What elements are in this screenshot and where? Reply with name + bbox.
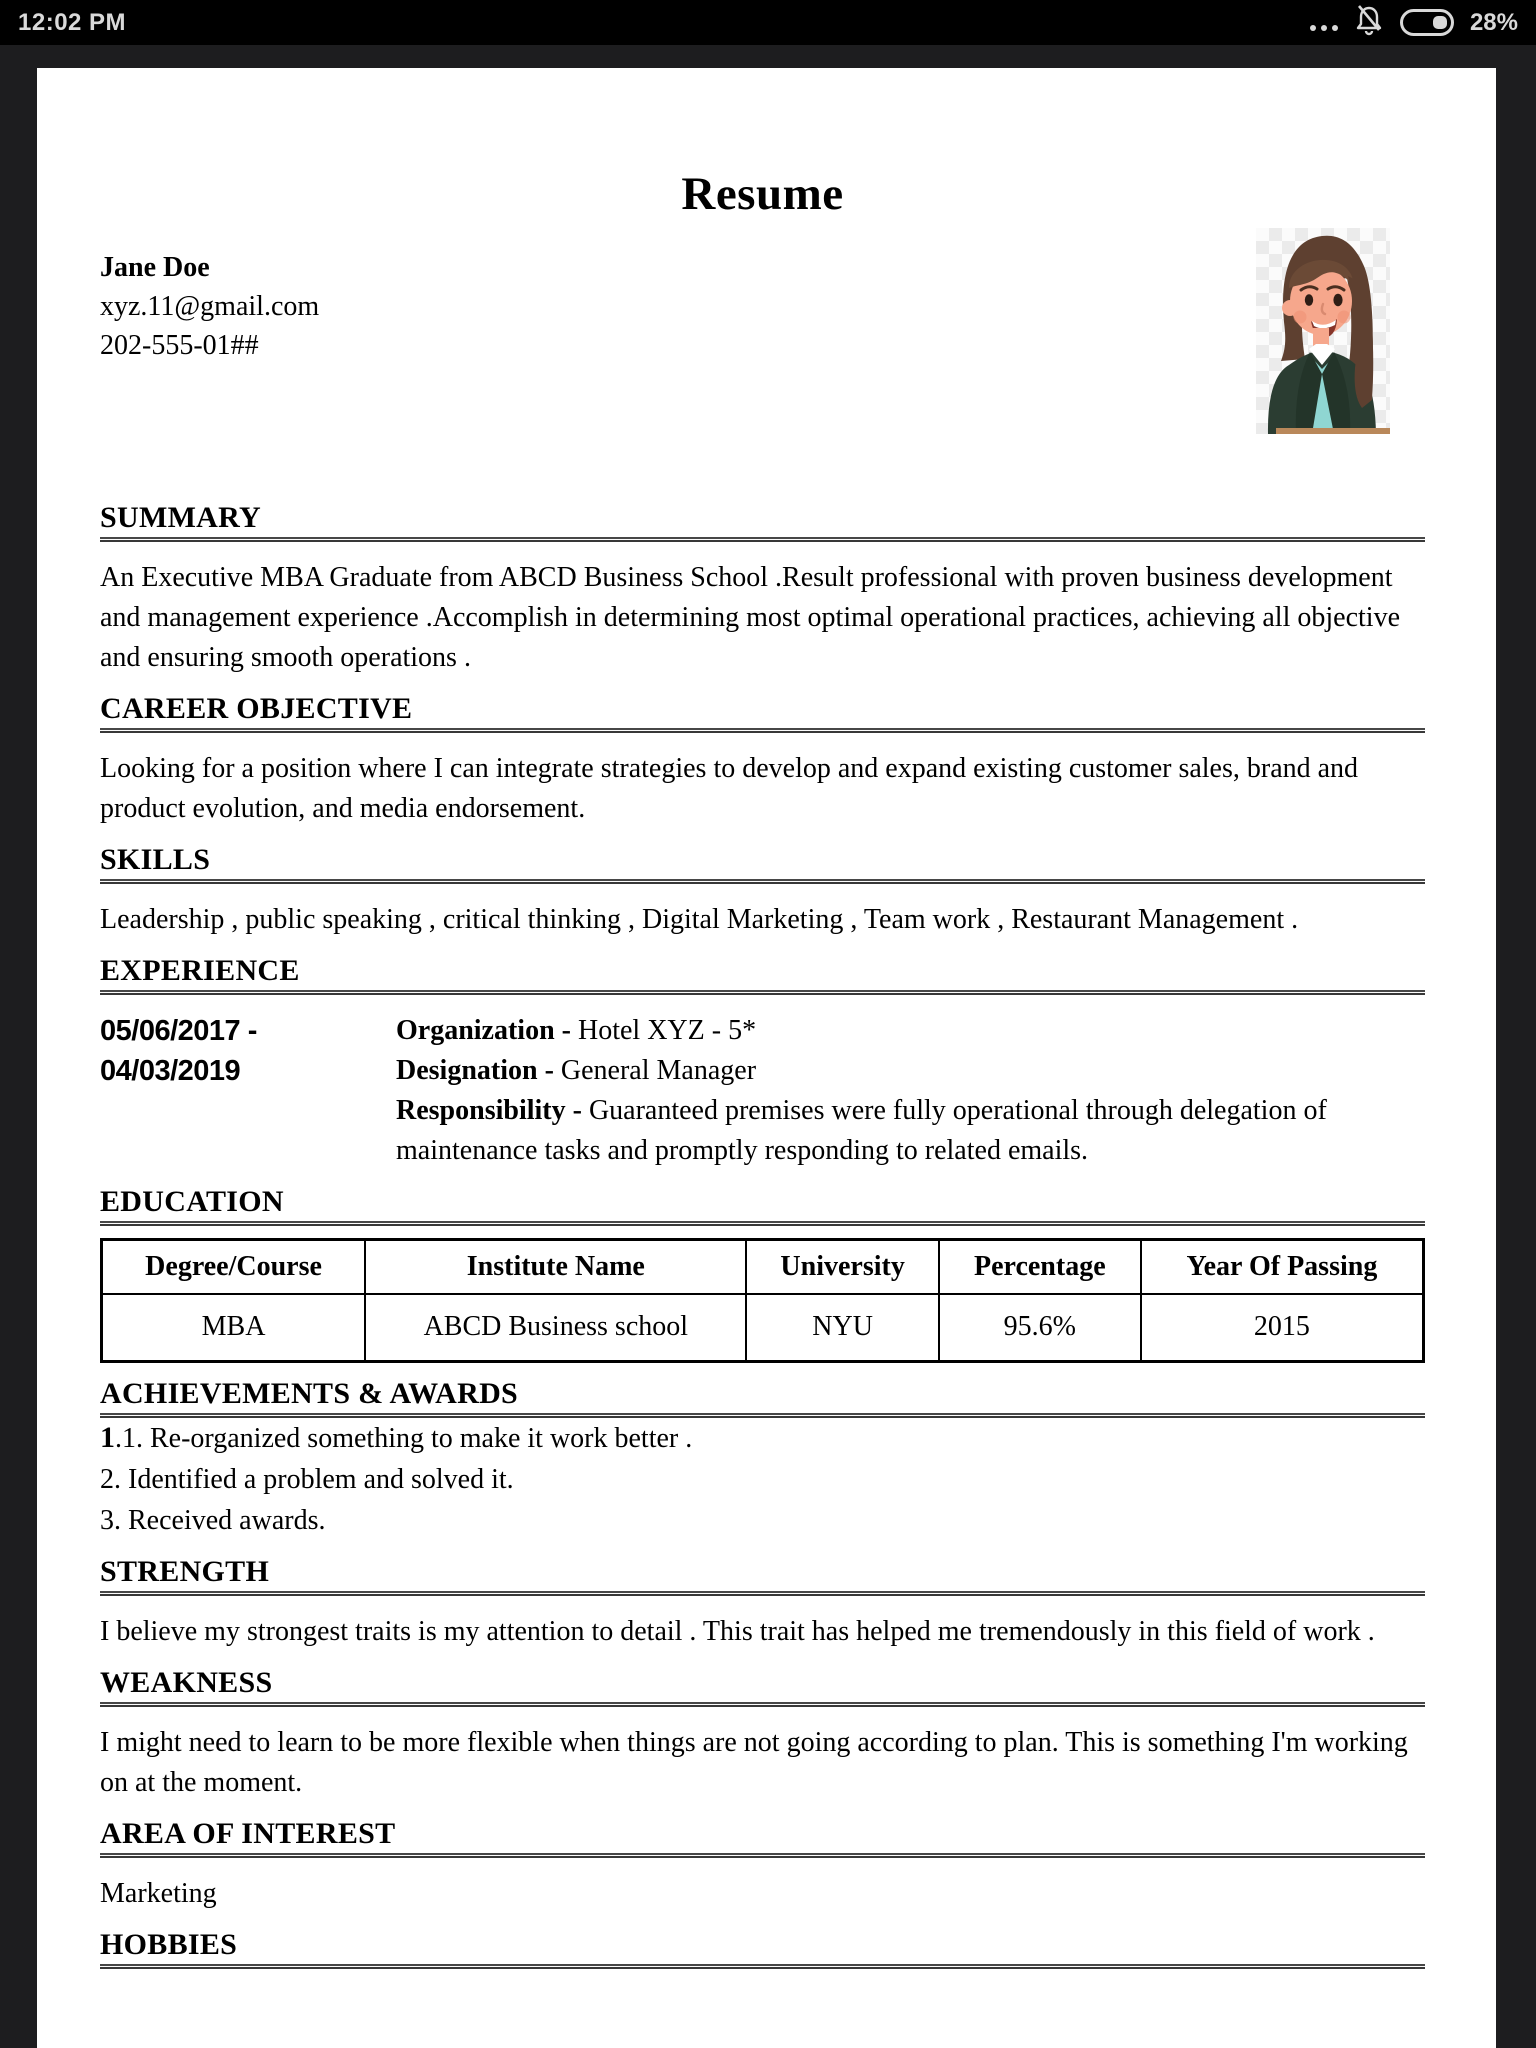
heading-rule [100, 1702, 1425, 1707]
achievement-item: 1.1. Re-organized something to make it work better . [100, 1421, 693, 1454]
section-heading: ACHIEVEMENTS & AWARDS [100, 1377, 519, 1410]
col-year: Year Of Passing [1141, 1240, 1424, 1294]
cell-university: NYU [746, 1294, 938, 1362]
table-row [102, 1294, 1424, 1362]
cell-degree: MBA [102, 1294, 366, 1362]
section-skills [100, 841, 1425, 940]
more-dots-icon [1310, 15, 1338, 31]
experience-dates: 05/06/2017 - 04/03/2019 [100, 1015, 257, 1087]
section-achievements [100, 1375, 1425, 1541]
page-title: Resume [681, 168, 844, 220]
heading-rule [100, 1591, 1425, 1596]
section-heading: HOBBIES [100, 1928, 238, 1961]
section-hobbies [100, 1926, 1425, 1969]
strength-text: I believe my strongest traits is my attention to detail . This trait has helped me tremendously in this field of work . [100, 1616, 1375, 1647]
weakness-text: I might need to learn to be more flexible when things are not going according to plan. This is something I'm working on at the moment. [100, 1727, 1408, 1798]
section-career-objective [100, 690, 1425, 829]
col-university: University [746, 1240, 938, 1294]
section-summary [100, 499, 1425, 678]
experience-designation: Designation - General Manager [396, 1055, 757, 1086]
skills-text: Leadership , public speaking , critical thinking , Digital Marketing , Team work , Restaurant Management . [100, 904, 1299, 935]
section-heading: EDUCATION [100, 1185, 284, 1218]
notifications-muted-icon [1354, 4, 1384, 41]
battery-icon [1400, 9, 1454, 36]
heading-rule [100, 728, 1425, 733]
section-heading: WEAKNESS [100, 1666, 273, 1699]
heading-rule [100, 1853, 1425, 1858]
experience-entry [100, 1011, 1425, 1171]
status-icons [1310, 4, 1518, 41]
achievement-item: 2. Identified a problem and solved it. [100, 1464, 514, 1495]
cell-year: 2015 [1141, 1294, 1424, 1362]
section-heading: EXPERIENCE [100, 954, 300, 987]
section-weakness [100, 1664, 1425, 1803]
section-strength [100, 1553, 1425, 1652]
heading-rule [100, 537, 1425, 542]
education-header-row [102, 1240, 1424, 1294]
contact-name: Jane Doe [100, 252, 210, 283]
heading-rule [100, 1964, 1425, 1969]
section-heading: SUMMARY [100, 501, 262, 534]
contact-email: xyz.11@gmail.com [100, 291, 320, 322]
battery-percent: 28% [1469, 8, 1518, 36]
experience-details [396, 1011, 1425, 1171]
section-experience [100, 952, 1425, 1171]
heading-rule [100, 1221, 1425, 1226]
woman-avatar-illustration [1256, 228, 1390, 434]
summary-text: An Executive MBA Graduate from ABCD Business School .Result professional with proven business development and management experience .Accomplish in determining most optimal operational practices, achieving all objective and ensuring smooth operations . [100, 562, 1400, 673]
document-page[interactable] [37, 68, 1496, 2048]
cell-institute: ABCD Business school [365, 1294, 746, 1362]
contact-block [100, 248, 1425, 365]
experience-responsibility: Responsibility - Guaranteed premises were fully operational through delegation of maintenance tasks and promptly responding to related emails. [396, 1095, 1327, 1166]
heading-rule [100, 990, 1425, 995]
col-percentage: Percentage [939, 1240, 1141, 1294]
contact-phone: 202-555-01## [100, 330, 259, 361]
experience-organization: Organization - Hotel XYZ - 5* [396, 1015, 757, 1046]
area-of-interest-text: Marketing [100, 1878, 217, 1909]
career-objective-text: Looking for a position where I can integrate strategies to develop and expand existing customer sales, brand and product evolution, and media endorsement. [100, 753, 1359, 824]
cell-percentage: 95.6% [939, 1294, 1141, 1362]
education-table [100, 1238, 1425, 1363]
col-institute: Institute Name [365, 1240, 746, 1294]
section-area-of-interest [100, 1815, 1425, 1914]
section-heading: SKILLS [100, 843, 211, 876]
achievement-item: 3. Received awards. [100, 1505, 326, 1536]
section-education [100, 1183, 1425, 1363]
section-heading: CAREER OBJECTIVE [100, 692, 413, 725]
section-heading: STRENGTH [100, 1555, 270, 1588]
profile-photo [1256, 228, 1390, 434]
clock: 12:02 PM [18, 8, 127, 36]
col-degree: Degree/Course [102, 1240, 366, 1294]
section-heading: AREA OF INTEREST [100, 1817, 396, 1850]
heading-rule [100, 879, 1425, 884]
status-bar [0, 0, 1536, 45]
